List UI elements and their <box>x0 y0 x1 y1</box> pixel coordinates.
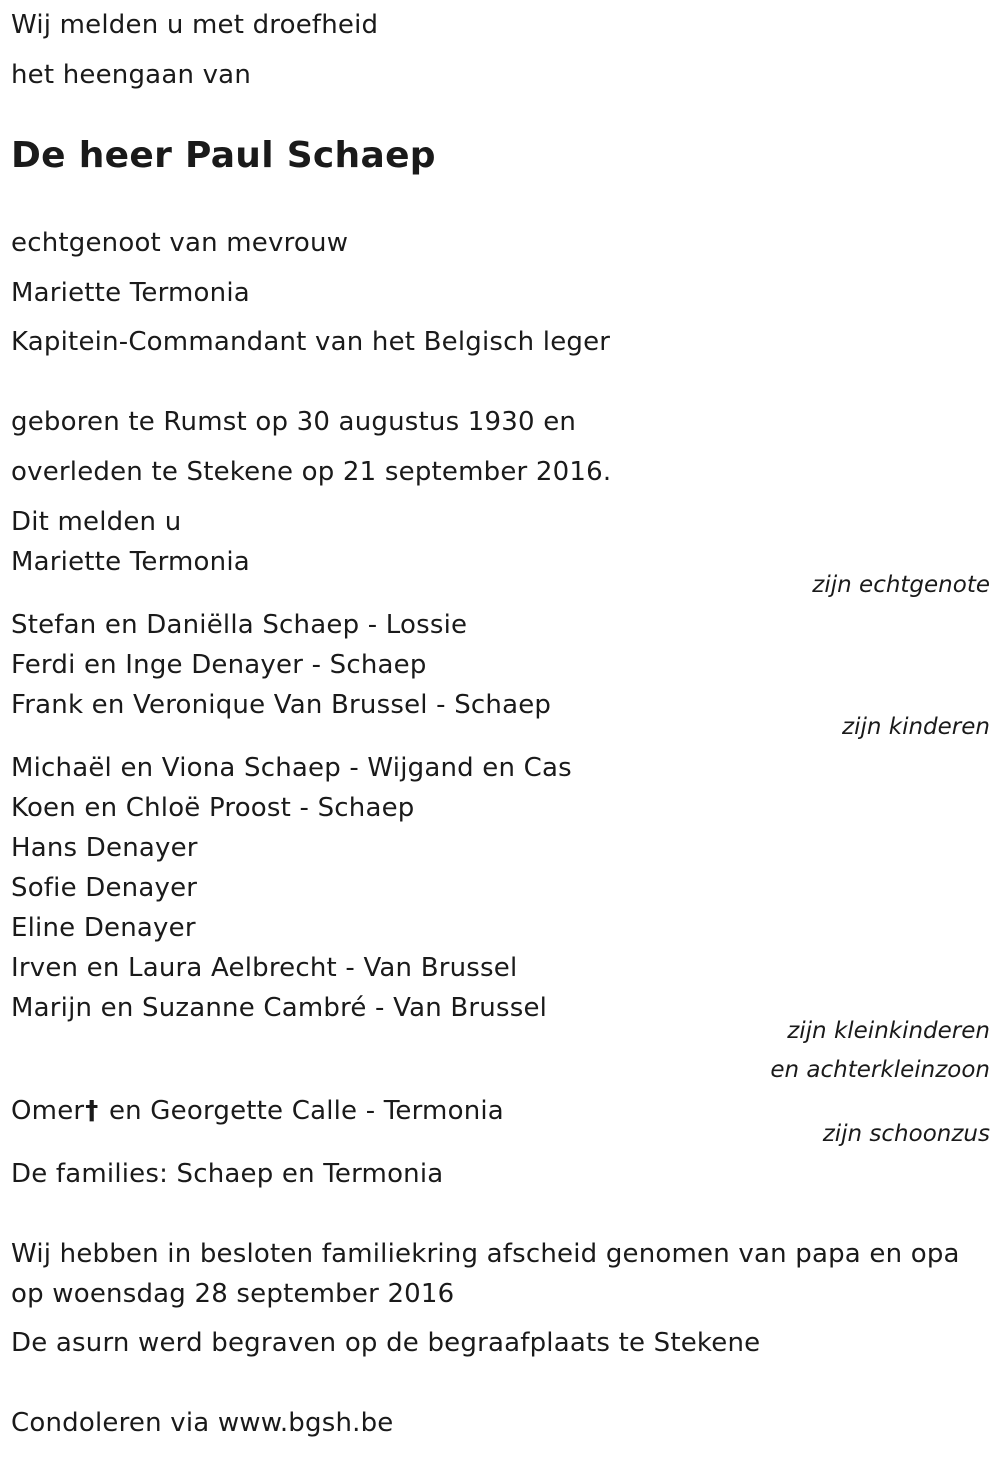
child-1: Stefan en Daniëlla Schaep - Lossie <box>11 610 468 640</box>
cross-icon: † <box>85 1096 99 1126</box>
in-law-names-rest: en Georgette Calle - Termonia <box>100 1096 504 1126</box>
grandchild-3: Hans Denayer <box>11 833 198 863</box>
spouse-intro-line-2: Mariette Termonia <box>11 278 250 308</box>
spouse-role: zijn echtgenote <box>812 572 990 598</box>
intro-line-1: Wij melden u met droefheid <box>11 10 379 40</box>
in-laws-role: zijn schoonzus <box>822 1121 990 1147</box>
grandchild-1: Michaël en Viona Schaep - Wijgand en Cas <box>11 753 572 783</box>
announcers-intro: Dit melden u <box>11 507 182 537</box>
child-2: Ferdi en Inge Denayer - Schaep <box>11 650 427 680</box>
condolence-line: Condoleren via www.bgsh.be <box>11 1408 394 1438</box>
grandchild-5: Eline Denayer <box>11 913 196 943</box>
families-line: De families: Schaep en Termonia <box>11 1159 444 1189</box>
intro-line-2: het heengaan van <box>11 60 251 90</box>
spouse-intro-line-1: echtgenoot van mevrouw <box>11 228 349 258</box>
grandchild-6: Irven en Laura Aelbrecht - Van Brussel <box>11 953 518 983</box>
birth-line: geboren te Rumst op 30 augustus 1930 en <box>11 407 577 437</box>
deceased-name: De heer Paul Schaep <box>11 135 436 176</box>
child-3: Frank en Veronique Van Brussel - Schaep <box>11 690 552 720</box>
burial-line: De asurn werd begraven op de begraafplaats te Stekene <box>11 1328 761 1358</box>
farewell-line-1: Wij hebben in besloten familiekring afscheid genomen van papa en opa <box>11 1239 960 1269</box>
death-line: overleden te Stekene op 21 september 2016. <box>11 457 612 487</box>
grandchild-2: Koen en Chloë Proost - Schaep <box>11 793 415 823</box>
spouse-name: Mariette Termonia <box>11 547 250 577</box>
in-laws-names <box>11 1098 504 1124</box>
in-law-name-omer: Omer <box>11 1096 85 1126</box>
farewell-line-2: op woensdag 28 september 2016 <box>11 1279 455 1309</box>
military-rank: Kapitein-Commandant van het Belgisch leger <box>11 327 611 357</box>
children-role: zijn kinderen <box>842 714 990 740</box>
grandchild-4: Sofie Denayer <box>11 873 198 903</box>
grandchildren-role-2: en achterkleinzoon <box>770 1057 990 1083</box>
grandchildren-role-1: zijn kleinkinderen <box>787 1018 990 1044</box>
grandchild-7: Marijn en Suzanne Cambré - Van Brussel <box>11 993 548 1023</box>
